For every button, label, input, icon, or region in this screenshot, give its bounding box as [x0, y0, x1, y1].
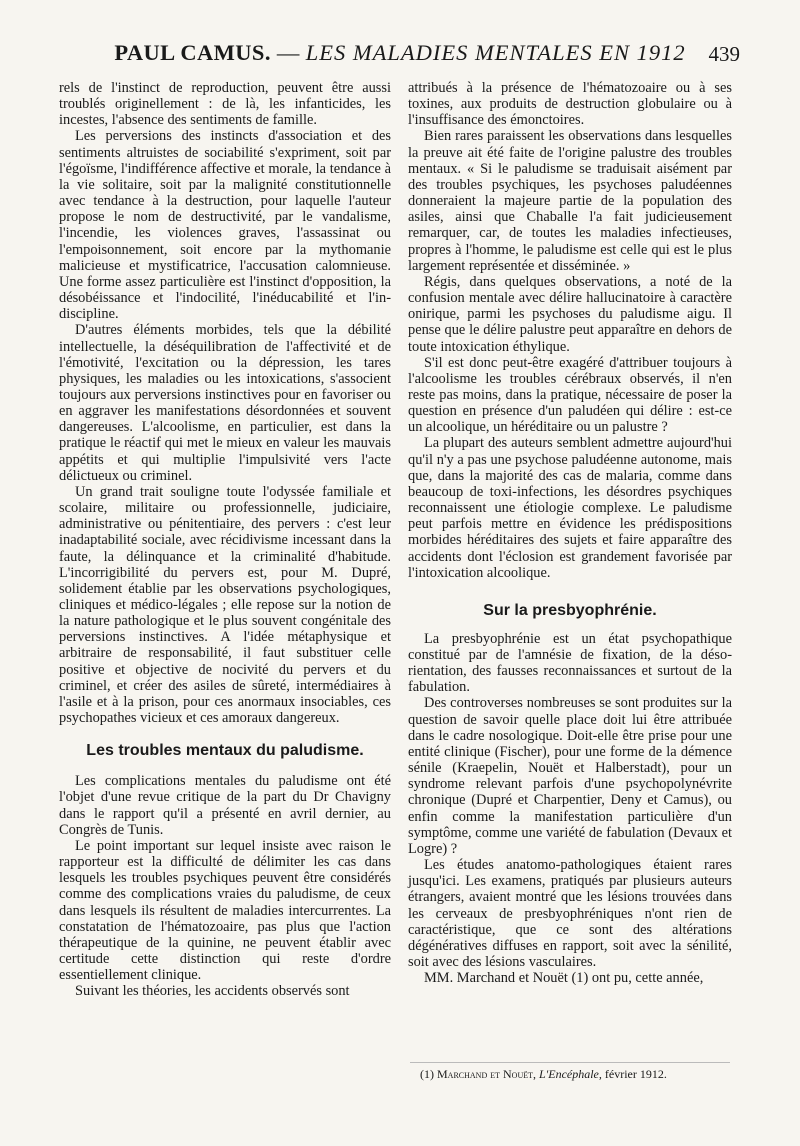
paragraph: La presbyophrénie est un état psychopathique constitué par de l'amnésie de fixation, de la désorientation, des fausses reconnaissances et surtout de la fabulation.	[408, 630, 732, 696]
paragraph: La plupart des auteurs semblent admettre aujourd'hui qu'il n'y a pas une psychose paludéenne autonome, mais que, dans la majorité des cas de malaria, comme dans beaucoup de toxi-infections, les désordres psychiques reconnaissent une étiologie complexe. Le paludisme peut parfois mettre en évidence les prédispositions morbides héréditaires des sujets et faire apparaître des accidents dont l'éclosion est grandement favorisée par l'intoxication alcoolique.	[408, 435, 732, 581]
footnote-divider	[410, 1062, 730, 1063]
title-separator: —	[276, 40, 300, 65]
section-heading-presbyophrenie: Sur la presbyophrénie.	[483, 601, 657, 619]
paragraph: Un grand trait souligne toute l'odyssée familiale et scolaire, militaire ou professionnelle, judiciaire, administrative ou pénitentiaire, des pervers : c'est leur inadaptabilité sociale, avec récidivisme incessant dans la faute, la délinquance et la criminalité d'habitude. L'incorrigibilité du pervers est, pour M. Dupré, solidement établie par les observations psychologiques, cliniques et médico-légales ; elle repose sur la notion de la nature pathologique et le plus souvent congénitale des perversions instinctives. A l'idée métaphysique et arbitraire de responsabilité, il faut substituer celle positive et objective de nocivité du pervers et du criminel, et créer des asiles de sûreté, intermédiaires à l'asile et à la prison, pour ces anormaux insociables, ces psychopathes vicieux et ces amoraux dangereux.	[59, 483, 391, 727]
book-title: LES MALADIES MENTALES EN 1912	[305, 40, 686, 65]
paragraph: Le point important sur lequel insiste avec raison le rapporteur est la difficulté de délimiter les cas dans lesquels les troubles psychiques peuvent être considérés comme des complications vraies du paludisme, de ceux dans lesquels ils résultent de maladies intercurrentes. La constatation de l'hématozoaire, pas plus que l'action thérapeutique de la quinine, ne peuvent établir avec certitude cette distinction qui reste d'ordre essentiellement clinique.	[59, 837, 391, 984]
footnote	[420, 1067, 730, 1081]
paragraph: D'autres éléments morbides, tels que la débilité intellectuelle, la déséquilibration de l'affectivité et de l'émotivité, l'excitation ou la dépression, les tares physiques, les maladies ou les intoxications, s'associent toujours aux perversions instinctives pour en favoriser ou en aggraver les manifestations désordonnées et souvent dangereuses. L'alcoolisme, en particulier, est dans la pratique le réactif qui met le mieux en valeur les mauvais appétits et qui multiplie l'impulsivité vers l'acte délictueux ou criminel.	[59, 322, 391, 484]
paragraph: Les complications mentales du paludisme ont été l'objet d'une revue critique de la part du Dr Chavigny dans le rapport qu'il a présenté en avril dernier, au Congrès de Tunis.	[59, 773, 391, 838]
running-head-title	[60, 40, 740, 66]
paragraph: Les études anatomo-pathologiques étaient rares jusqu'ici. Les examens, pratiqués par plusieurs auteurs étrangers, avaient montré que les lésions trouvées dans les cerveaux de presbyophréniques n'ont rien de caractéristique, que ce sont des altérations dégénératives diffuses en rapport, soit avec la sénilité, soit avec des lésions vasculaires.	[408, 857, 732, 970]
paragraph: Suivant les théories, les accidents observés sont	[75, 983, 350, 1000]
paragraph: attribués à la présence de l'hématozoaire ou à ses toxines, aux produits de destruction globulaire ou à l'insuffisance des émonctoires.	[408, 80, 732, 129]
paragraph: MM. Marchand et Nouët (1) ont pu, cette année,	[424, 970, 704, 987]
paragraph: Des controverses nombreuses se sont produites sur la question de savoir quelle place doit lui être attribuée dans le cadre nosologique. Doit-elle être prise pour une entité clinique (Fischer), pour une forme de la démence sénile (Kraepelin, Nouët et Halberstadt), pour un syndrome relevant parfois d'une psychopolynévrite chronique (Dupré et Charpentier, Deny et Camus), ou enfin comme la manifestation particulière d'un symptôme, comme une variété de fabulation (Devaux et Logre) ?	[408, 695, 732, 857]
page-number: 439	[708, 42, 740, 66]
footnote-journal: L'Encéphale,	[539, 1067, 602, 1081]
footnote-date: février 1912.	[604, 1067, 667, 1081]
footnote-authors: Marchand et Nouët,	[437, 1067, 536, 1081]
right-column	[408, 80, 732, 986]
paragraph: Bien rares paraissent les observations dans lesquelles la preuve ait été faite de l'origine palustre des troubles mentaux. « Si le paludisme se traduisait aisément par des troubles psychiques, les psychoses paludéennes donneraient la majeure partie de la population des asiles, ainsi que Chaballe l'a fait judicieusement remarquer, car, de toutes les maladies infectieuses, propres à l'homme, le paludisme est celle qui est le plus largement représentée et disséminée. »	[408, 128, 732, 274]
paragraph: Les perversions des instincts d'association et des sentiments altruistes de sociabilité s'expriment, soit par l'égoïsme, l'indifférence affective et morale, la tendance à la vie solitaire, soit par la malignité constitutionnelle avec tendance à la destruction, pour laquelle l'auteur propose le nom de destructivité, par le vandalisme, l'incendie, les violences graves, l'assassinat ou l'empoisonnement, soit encore par la mythomanie malicieuse et mystificatrice, l'accusation calomnieuse. Une forme assez particulière est l'instinct d'opposition, la désobéissance et l'indocilité, l'inéducabilité et l'indiscipline.	[59, 128, 391, 323]
footnote-marker: (1)	[420, 1067, 434, 1081]
running-head	[60, 40, 740, 74]
author-name: PAUL CAMUS.	[114, 40, 271, 65]
section-heading-paludisme: Les troubles mentaux du paludisme.	[86, 742, 364, 760]
paragraph: Régis, dans quelques observations, a noté de la confusion mentale avec délire hallucinatoire à caractère onirique, parmi les psychoses du paludisme aigu. Il pense que le délire palustre peut apparaître en dehors de toute intoxication éthylique.	[408, 273, 732, 355]
left-column	[59, 80, 391, 999]
paragraph: rels de l'instinct de reproduction, peuvent être aussi troublés originellement : de là, les infanticides, les incestes, l'absence des sentiments de famille.	[59, 80, 391, 129]
paragraph: S'il est donc peut-être exagéré d'attribuer toujours à l'alcoolisme les troubles cérébraux observés, il n'en reste pas moins, dans la pratique, nécessaire de poser la question en présence d'un paludéen qui délire : est-ce un alcoolique, un héréditaire ou un palustre ?	[408, 354, 732, 436]
